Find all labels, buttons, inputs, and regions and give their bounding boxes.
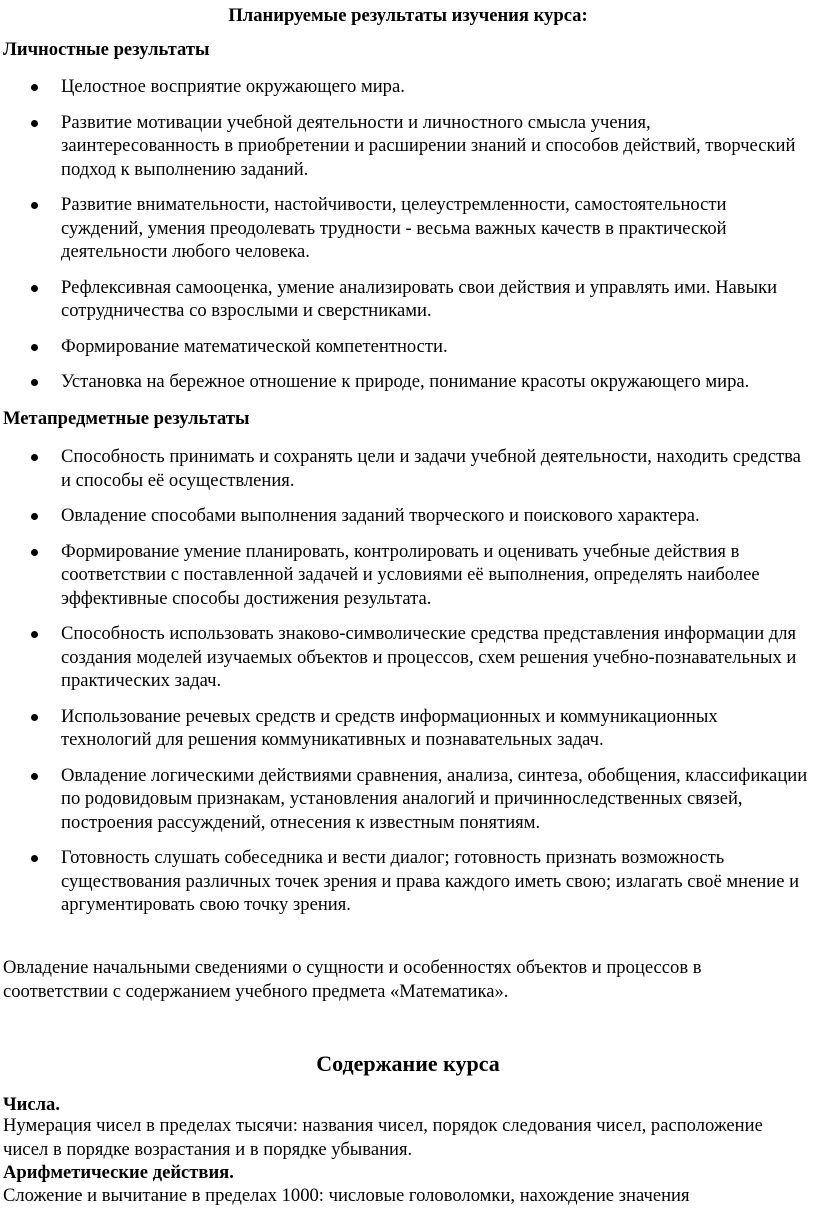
meta-results-list: [0, 445, 816, 929]
list-item: Установка на бережное отношение к природе, понимание красоты окружающего мира.: [0, 370, 816, 394]
bullet-icon: [31, 285, 38, 292]
list-item: Целостное восприятие окружающего мира.: [0, 75, 816, 99]
bullet-icon: [31, 513, 38, 520]
list-item: Овладение способами выполнения заданий творческого и поискового характера.: [0, 504, 816, 528]
list-item: Способность использовать знаково-символические средства представления информации для создания моделей изучаемых объектов и процессов, схем решения учебно-познавательных и практических задач.: [0, 622, 816, 693]
list-item: Овладение логическими действиями сравнения, анализа, синтеза, обобщения, классификации по родовидовым признакам, установления аналогий и причинноследственных связей, построения рассуждений, отнесения к известным понятиям.: [0, 764, 816, 835]
numbers-heading: Числа.: [3, 1094, 60, 1115]
list-item: Формирование математической компетентности.: [0, 335, 816, 359]
content-title: Содержание курса: [316, 1051, 500, 1076]
document-title: Планируемые результаты изучения курса:: [228, 5, 588, 26]
arithmetic-text: Сложение и вычитание в пределах 1000: числовые головоломки, нахождение значения: [3, 1185, 690, 1206]
bullet-icon: [31, 454, 38, 461]
list-item: Готовность слушать собеседника и вести диалог; готовность признать возможность существования различных точек зрения и права каждого иметь свою; излагать своё мнение и аргументировать свою точку зрения.: [0, 846, 816, 917]
personal-results-heading: Личностные результаты: [3, 39, 210, 60]
list-item: Рефлексивная самооценка, умение анализировать свои действия и управлять ими. Навыки сотрудничества со взрослыми и сверстниками.: [0, 276, 816, 323]
bullet-icon: [31, 773, 38, 780]
bullet-icon: [31, 379, 38, 386]
numbers-text: Нумерация чисел в пределах тысячи: названия чисел, порядок следования чисел, расположение чисел в порядке возрастания и в порядке убывания.: [3, 1115, 763, 1160]
meta-results-heading: Метапредметные результаты: [3, 408, 250, 429]
bullet-icon: [31, 631, 38, 638]
bullet-icon: [31, 84, 38, 91]
closing-paragraph: Овладение начальными сведениями о сущности и особенностях объектов и процессов в соответствии с содержанием учебного предмета «Математика».: [3, 957, 702, 1002]
bullet-icon: [31, 120, 38, 127]
bullet-icon: [31, 202, 38, 209]
list-item: Развитие мотивации учебной деятельности и личностного смысла учения, заинтересованность в приобретении и расширении знаний и способов действий, творческий подход к выполнению заданий.: [0, 111, 816, 182]
bullet-icon: [31, 344, 38, 351]
list-item: Формирование умение планировать, контролировать и оценивать учебные действия в соответствии с поставленной задачей и условиями её выполнения, определять наиболее эффективные способы достижения результата.: [0, 540, 816, 611]
personal-results-list: [0, 75, 816, 406]
arithmetic-heading: Арифметические действия.: [3, 1162, 234, 1183]
list-item: Развитие внимательности, настойчивости, целеустремленности, самостоятельности суждений, умения преодолевать трудности - весьма важных качеств в практической деятельности любого человека.: [0, 193, 816, 264]
list-item: Использование речевых средств и средств информационных и коммуникационных технологий для решения коммуникативных и познавательных задач.: [0, 705, 816, 752]
bullet-icon: [31, 714, 38, 721]
bullet-icon: [31, 549, 38, 556]
bullet-icon: [31, 855, 38, 862]
list-item: Способность принимать и сохранять цели и задачи учебной деятельности, находить средства и способы её осуществления.: [0, 445, 816, 492]
